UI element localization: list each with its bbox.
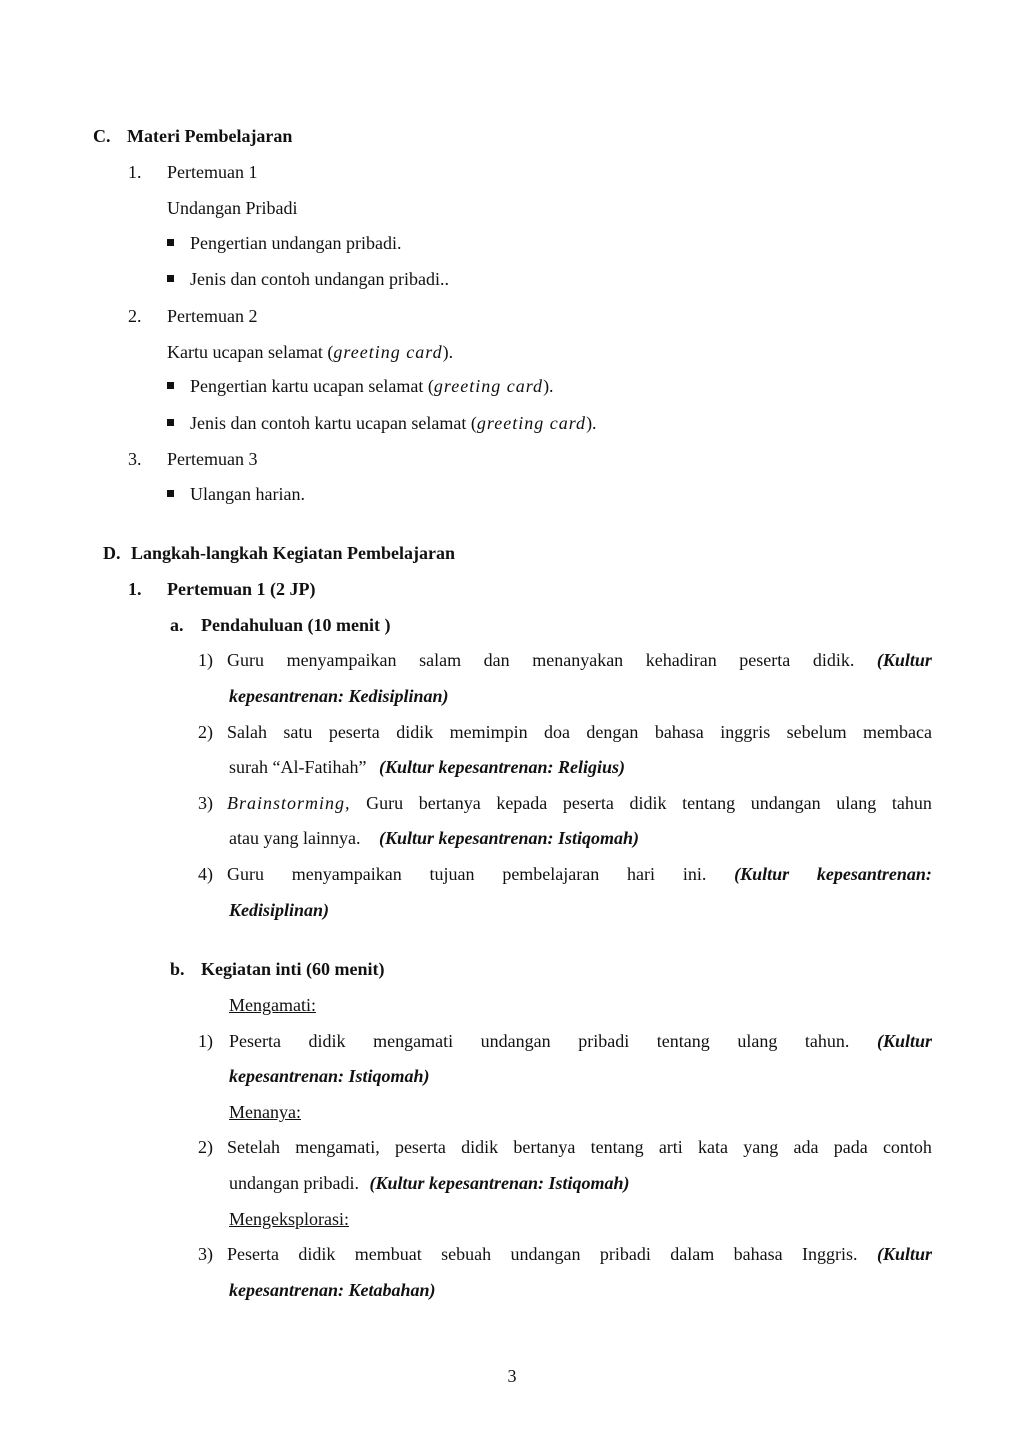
word: bahasa bbox=[733, 1244, 783, 1264]
word: satu bbox=[283, 722, 313, 742]
bullet-text: Jenis dan contoh kartu ucapan selamat ( bbox=[190, 413, 477, 433]
word: dengan bbox=[586, 722, 639, 742]
word: salam bbox=[419, 650, 462, 670]
word: tahun. bbox=[804, 1031, 850, 1051]
word: inggris bbox=[720, 722, 771, 742]
word: ulang bbox=[836, 793, 877, 813]
step-text: atau yang lainnya. bbox=[229, 828, 361, 848]
bullet-text: Ulangan harian. bbox=[190, 484, 305, 504]
subtitle-text: Kartu ucapan selamat ( bbox=[167, 342, 334, 362]
activity-label-menanya: Menanya: bbox=[229, 1102, 301, 1122]
kultur-label: (Kultur kepesantrenan: Religius) bbox=[378, 757, 625, 777]
word: peserta bbox=[394, 1137, 446, 1157]
word: menanyakan bbox=[532, 650, 624, 670]
bullet-italic: greeting card bbox=[476, 413, 587, 433]
activity-label-mengamati: Mengamati: bbox=[229, 995, 316, 1015]
c-item-3-title: Pertemuan 3 bbox=[167, 449, 258, 469]
step-num: 2) bbox=[198, 722, 213, 742]
step-line-2 bbox=[229, 827, 639, 849]
step-line-2 bbox=[229, 756, 625, 778]
word: Guru bbox=[366, 793, 404, 813]
step-line bbox=[229, 1030, 932, 1052]
word: Guru bbox=[227, 864, 264, 884]
word: didik bbox=[308, 1031, 346, 1051]
step-text: undangan pribadi. bbox=[229, 1173, 359, 1193]
word: didik bbox=[396, 722, 434, 742]
word: didik bbox=[461, 1137, 499, 1157]
meeting-num: 1. bbox=[128, 579, 142, 599]
step-line bbox=[227, 1243, 932, 1265]
section-c-letter: C. bbox=[93, 126, 111, 146]
word: menyampaikan bbox=[286, 650, 397, 670]
word: dan bbox=[483, 650, 510, 670]
word: peserta bbox=[739, 650, 791, 670]
bullet-square-icon bbox=[167, 239, 174, 246]
word: hari bbox=[627, 864, 656, 884]
word: ini. bbox=[682, 864, 707, 884]
bullet-text-end: ). bbox=[543, 376, 554, 396]
kultur-label: Kedisiplinan) bbox=[229, 900, 330, 920]
list-item bbox=[167, 232, 401, 254]
step-line bbox=[227, 863, 932, 885]
word: peserta bbox=[328, 722, 380, 742]
kultur-label: (Kultur bbox=[876, 1031, 932, 1051]
bullet-text: Pengertian kartu ucapan selamat ( bbox=[190, 376, 434, 396]
word: didik bbox=[629, 793, 667, 813]
word: kehadiran bbox=[645, 650, 717, 670]
word: memimpin bbox=[449, 722, 528, 742]
word: tentang bbox=[656, 1031, 710, 1051]
step-text: surah “Al-Fatihah” bbox=[229, 757, 367, 777]
bullet-text-end: ). bbox=[586, 413, 597, 433]
kultur-label: (Kultur kepesantrenan: Istiqomah) bbox=[378, 828, 640, 848]
word: sebuah bbox=[441, 1244, 492, 1264]
word: mengamati, bbox=[295, 1137, 380, 1157]
section-c-title: Materi Pembelajaran bbox=[127, 126, 293, 146]
word: peserta bbox=[562, 793, 614, 813]
word: mengamati bbox=[373, 1031, 454, 1051]
word: undangan bbox=[480, 1031, 551, 1051]
word: bahasa bbox=[654, 722, 704, 742]
kultur-label: kepesantrenan: Kedisiplinan) bbox=[229, 686, 449, 706]
step-line bbox=[227, 792, 932, 814]
bullet-square-icon bbox=[167, 490, 174, 497]
part-a-letter: a. bbox=[170, 615, 184, 635]
subtitle-italic: greeting card bbox=[333, 342, 443, 362]
subtitle-text-end: ). bbox=[442, 342, 454, 362]
part-b-letter: b. bbox=[170, 959, 185, 979]
c-item-2-num: 2. bbox=[128, 306, 142, 326]
word: menyampaikan bbox=[291, 864, 402, 884]
bullet-square-icon bbox=[167, 382, 174, 389]
word-italic: Brainstorming, bbox=[227, 793, 351, 813]
meeting-title: Pertemuan 1 (2 JP) bbox=[167, 579, 316, 599]
word: Salah bbox=[227, 722, 267, 742]
word: didik. bbox=[812, 650, 855, 670]
kultur-label: (Kultur kepesantrenan: Istiqomah) bbox=[369, 1173, 630, 1193]
word: arti bbox=[658, 1137, 683, 1157]
word: tentang bbox=[682, 793, 736, 813]
step-num: 1) bbox=[198, 1031, 213, 1051]
word: ulang bbox=[737, 1031, 778, 1051]
section-d-letter: D. bbox=[103, 543, 121, 563]
step-line bbox=[227, 721, 932, 743]
c-item-2-subtitle bbox=[167, 341, 453, 363]
word: Peserta bbox=[229, 1031, 281, 1051]
word: membuat bbox=[354, 1244, 422, 1264]
word: tahun bbox=[891, 793, 932, 813]
step-num: 3) bbox=[198, 1244, 213, 1264]
bullet-square-icon bbox=[167, 275, 174, 282]
word: Peserta bbox=[227, 1244, 279, 1264]
list-item bbox=[167, 483, 305, 505]
word: sebelum bbox=[786, 722, 847, 742]
step-num: 1) bbox=[198, 650, 213, 670]
word: undangan bbox=[510, 1244, 581, 1264]
bullet-text: Pengertian undangan pribadi. bbox=[190, 233, 402, 253]
kultur-label: kepesantrenan: Istiqomah) bbox=[229, 1066, 430, 1086]
activity-label-mengeksplorasi: Mengeksplorasi: bbox=[229, 1209, 349, 1229]
step-line-2 bbox=[229, 1172, 630, 1194]
step-num: 4) bbox=[198, 864, 213, 884]
word: ada bbox=[793, 1137, 819, 1157]
page-number: 3 bbox=[507, 1366, 517, 1386]
bullet-text: Jenis dan contoh undangan pribadi.. bbox=[190, 269, 449, 289]
kultur-label: kepesantrenan: Ketabahan) bbox=[229, 1280, 436, 1300]
bullet-square-icon bbox=[167, 419, 174, 426]
word: contoh bbox=[882, 1137, 932, 1157]
word: bertanya bbox=[418, 793, 481, 813]
word: tentang bbox=[590, 1137, 644, 1157]
bullet-italic: greeting card bbox=[433, 376, 544, 396]
word: Inggris. bbox=[802, 1244, 858, 1264]
kultur-label: (Kultur bbox=[876, 1244, 932, 1264]
word: undangan bbox=[750, 793, 821, 813]
c-item-2-title: Pertemuan 2 bbox=[167, 306, 258, 326]
step-line bbox=[227, 649, 932, 671]
word: Setelah bbox=[227, 1137, 280, 1157]
list-item bbox=[167, 412, 597, 434]
step-num: 2) bbox=[198, 1137, 213, 1157]
list-item bbox=[167, 375, 554, 397]
step-num: 3) bbox=[198, 793, 213, 813]
kultur-label: kepesantrenan: bbox=[816, 864, 932, 884]
c-item-3-num: 3. bbox=[128, 449, 142, 469]
c-item-1-num: 1. bbox=[128, 162, 142, 182]
kultur-label: (Kultur bbox=[876, 650, 932, 670]
word: Guru bbox=[227, 650, 264, 670]
word: pribadi bbox=[599, 1244, 651, 1264]
word: pribadi bbox=[578, 1031, 630, 1051]
part-b-title: Kegiatan inti (60 menit) bbox=[201, 959, 385, 979]
word: bertanya bbox=[513, 1137, 576, 1157]
word: kepada bbox=[496, 793, 548, 813]
step-line bbox=[227, 1136, 932, 1158]
word: pada bbox=[833, 1137, 868, 1157]
section-c-heading bbox=[93, 125, 292, 147]
list-item bbox=[167, 268, 449, 290]
word: doa bbox=[544, 722, 571, 742]
word: dalam bbox=[670, 1244, 715, 1264]
c-item-1-title: Pertemuan 1 bbox=[167, 162, 258, 182]
section-d-title: Langkah-langkah Kegiatan Pembelajaran bbox=[131, 543, 456, 563]
word: tujuan bbox=[429, 864, 475, 884]
section-d-heading bbox=[103, 542, 455, 564]
kultur-label: (Kultur bbox=[734, 864, 790, 884]
word: yang bbox=[743, 1137, 779, 1157]
word: didik bbox=[298, 1244, 336, 1264]
word: membaca bbox=[863, 722, 932, 742]
word: pembelajaran bbox=[502, 864, 600, 884]
part-a-title: Pendahuluan (10 menit ) bbox=[201, 615, 391, 635]
word: kata bbox=[698, 1137, 729, 1157]
c-item-1-subtitle: Undangan Pribadi bbox=[167, 198, 298, 218]
